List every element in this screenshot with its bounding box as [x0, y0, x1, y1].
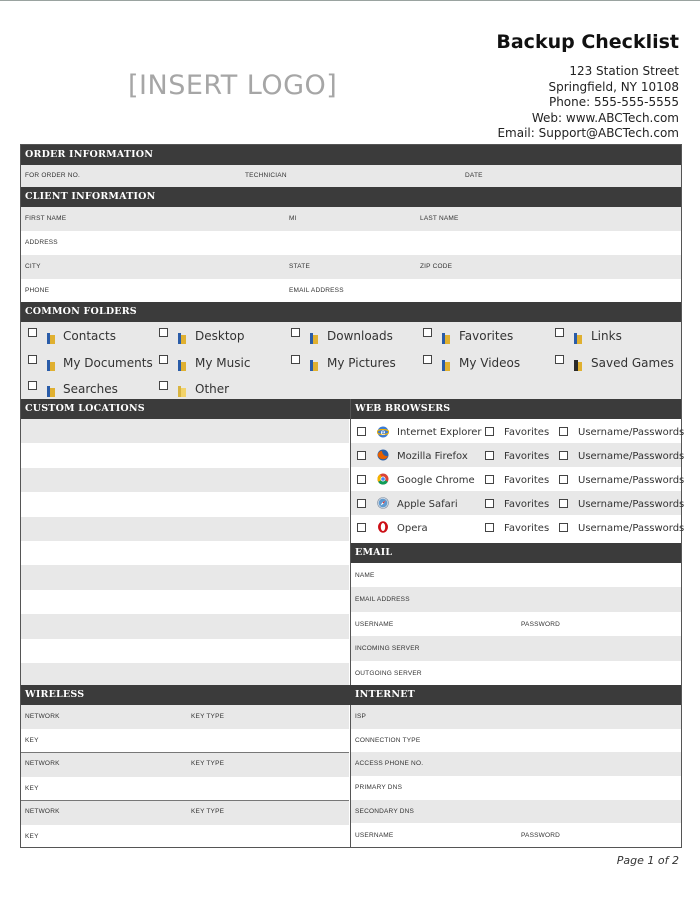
network-field[interactable]: NETWORK	[25, 760, 60, 767]
address-line: Email: Support@ABCTech.com	[497, 126, 679, 140]
folders-grid	[21, 322, 681, 399]
opera-checkbox[interactable]	[357, 523, 366, 532]
section-custom-locations: CUSTOM LOCATIONS	[21, 399, 351, 419]
custom-location-row[interactable]	[21, 517, 349, 541]
ie-favorites-checkbox[interactable]	[485, 427, 494, 436]
favorites-label: Favorites	[504, 427, 550, 438]
custom-location-row[interactable]	[21, 492, 349, 516]
secondary-dns-field[interactable]: SECONDARY DNS	[355, 807, 415, 815]
userpass-label: Username/Passwords	[578, 499, 685, 510]
folder-label: My Documents	[63, 356, 153, 370]
other-checkbox[interactable]	[159, 381, 168, 390]
internet-explorer-checkbox[interactable]	[357, 427, 366, 436]
userpass-label: Username/Passwords	[578, 475, 685, 486]
technician-field[interactable]: TECHNICIAN	[245, 172, 287, 179]
browser-label: Apple Safari	[397, 499, 458, 510]
browser-row	[351, 467, 685, 491]
key-field[interactable]: KEY	[25, 832, 39, 840]
folder-label: Favorites	[459, 329, 514, 343]
internet-row	[351, 824, 681, 848]
address-line: Web: www.ABCTech.com	[531, 110, 679, 125]
links-checkbox[interactable]	[555, 328, 564, 337]
key-type-field[interactable]: KEY TYPE	[191, 713, 225, 720]
desktop-checkbox[interactable]	[159, 328, 168, 337]
chrome-userpass-checkbox[interactable]	[559, 475, 568, 484]
browser-row	[351, 515, 685, 539]
browser-label: Opera	[397, 523, 428, 534]
favorites-label: Favorites	[504, 523, 550, 534]
browser-label: Internet Explorer	[397, 427, 482, 438]
opera-favorites-checkbox[interactable]	[485, 523, 494, 532]
safari-checkbox[interactable]	[357, 499, 366, 508]
email-row	[351, 636, 681, 660]
folder-label: Downloads	[327, 329, 393, 343]
section-common-folders: COMMON FOLDERS	[21, 302, 681, 322]
firefox-favorites-checkbox[interactable]	[485, 451, 494, 460]
firefox-userpass-checkbox[interactable]	[559, 451, 568, 460]
wireless-row	[21, 753, 349, 777]
ie-userpass-checkbox[interactable]	[559, 427, 568, 436]
folder-icon	[47, 385, 56, 397]
browser-row	[351, 491, 685, 515]
email-row	[351, 661, 681, 685]
firefox-checkbox[interactable]	[357, 451, 366, 460]
folder-label: My Pictures	[327, 356, 396, 370]
my-documents-checkbox[interactable]	[28, 355, 37, 364]
chrome-favorites-checkbox[interactable]	[485, 475, 494, 484]
email-row	[351, 612, 681, 636]
internet-password-field[interactable]: PASSWORD	[521, 831, 561, 839]
folder-label: Desktop	[195, 329, 245, 343]
top-rule	[0, 0, 700, 1]
network-field[interactable]: NETWORK	[25, 713, 60, 720]
phone-field[interactable]: PHONE	[25, 287, 50, 294]
folder-icon	[47, 332, 56, 344]
folder-label: Other	[195, 382, 230, 396]
userpass-label: Username/Passwords	[578, 523, 685, 534]
custom-location-row[interactable]	[21, 614, 349, 638]
firefox-icon	[377, 449, 389, 461]
chrome-icon	[377, 473, 389, 485]
email-row	[351, 587, 681, 611]
folder-icon	[47, 359, 56, 371]
favorites-label: Favorites	[504, 475, 550, 486]
folder-icon	[178, 359, 187, 371]
internet-row	[351, 729, 681, 753]
safari-favorites-checkbox[interactable]	[485, 499, 494, 508]
safari-icon	[377, 497, 389, 509]
safari-userpass-checkbox[interactable]	[559, 499, 568, 508]
address-field[interactable]: ADDRESS	[25, 239, 58, 246]
internet-row	[351, 800, 681, 824]
section-client-information: CLIENT INFORMATION	[21, 187, 681, 207]
my-pictures-checkbox[interactable]	[291, 355, 300, 364]
userpass-label: Username/Passwords	[578, 451, 685, 462]
wireless-row	[21, 825, 349, 848]
favorites-label: Favorites	[504, 451, 550, 462]
folder-icon	[574, 359, 583, 371]
checklist-form	[20, 144, 685, 848]
key-type-field[interactable]: KEY TYPE	[191, 760, 225, 767]
order-row	[21, 165, 681, 187]
email-row	[351, 563, 681, 587]
folder-icon	[442, 332, 451, 344]
email-name-field[interactable]: NAME	[355, 572, 375, 579]
custom-location-row[interactable]	[21, 590, 349, 614]
my-music-checkbox[interactable]	[159, 355, 168, 364]
custom-location-row[interactable]	[21, 541, 349, 565]
section-web-browsers: WEB BROWSERS	[351, 399, 681, 419]
city-field[interactable]: CITY	[25, 263, 41, 270]
downloads-checkbox[interactable]	[291, 328, 300, 337]
address-line: 123 Station Street	[569, 64, 679, 78]
client-row	[21, 255, 681, 279]
date-field[interactable]: DATE	[465, 172, 483, 179]
address-line: Phone: 555-555-5555	[548, 95, 679, 109]
folder-label: Contacts	[63, 329, 116, 343]
folder-label: My Music	[195, 356, 251, 370]
wireless-row	[21, 777, 349, 801]
internet-row	[351, 776, 681, 800]
chrome-checkbox[interactable]	[357, 475, 366, 484]
last-name-field[interactable]: LAST NAME	[420, 215, 459, 222]
browser-row	[351, 419, 685, 443]
browser-label: Google Chrome	[397, 475, 475, 486]
client-row	[21, 207, 681, 231]
section-internet: INTERNET	[351, 685, 681, 705]
folder-label: My Videos	[459, 356, 521, 370]
saved-games-checkbox[interactable]	[555, 355, 564, 364]
section-wireless: WIRELESS	[21, 685, 351, 705]
mi-field[interactable]: MI	[289, 215, 297, 222]
custom-location-row[interactable]	[21, 468, 349, 492]
isp-field[interactable]: ISP	[355, 713, 367, 720]
opera-icon	[377, 521, 389, 533]
document-title: Backup Checklist	[496, 31, 679, 53]
key-field[interactable]: KEY	[25, 784, 39, 792]
address-line: Springfield, NY 10108	[548, 79, 679, 94]
company-address	[497, 64, 679, 142]
favorites-checkbox[interactable]	[423, 328, 432, 337]
connection-type-field[interactable]: CONNECTION TYPE	[355, 736, 421, 744]
email-address-field[interactable]: EMAIL ADDRESS	[289, 287, 344, 294]
custom-location-row[interactable]	[21, 419, 349, 443]
folder-icon	[178, 385, 187, 397]
wireless-row	[21, 705, 349, 729]
wireless-row	[21, 801, 349, 825]
client-row	[21, 231, 681, 255]
custom-location-row[interactable]	[21, 663, 349, 685]
first-name-field[interactable]: FIRST NAME	[25, 215, 67, 222]
folder-icon	[574, 332, 583, 344]
section-email: EMAIL	[351, 543, 681, 563]
internet-row	[351, 752, 681, 776]
incoming-server-field[interactable]: INCOMING SERVER	[355, 645, 420, 653]
section-order-information: ORDER INFORMATION	[21, 145, 681, 165]
custom-location-row[interactable]	[21, 565, 349, 589]
folder-label: Searches	[63, 382, 118, 396]
searches-checkbox[interactable]	[28, 381, 37, 390]
contacts-checkbox[interactable]	[28, 328, 37, 337]
client-row	[21, 279, 681, 303]
my-videos-checkbox[interactable]	[423, 355, 432, 364]
wireless-row	[21, 729, 349, 753]
folder-icon	[310, 359, 319, 371]
folder-icon	[442, 359, 451, 371]
email-username-field[interactable]: USERNAME	[355, 620, 394, 628]
custom-location-row[interactable]	[21, 443, 349, 467]
browser-label: Mozilla Firefox	[397, 451, 468, 462]
folder-label: Saved Games	[591, 356, 674, 370]
email-password-field[interactable]: PASSWORD	[521, 620, 561, 628]
favorites-label: Favorites	[504, 499, 550, 510]
key-field[interactable]: KEY	[25, 736, 39, 744]
key-type-field[interactable]: KEY TYPE	[191, 808, 225, 815]
email-address-field[interactable]: EMAIL ADDRESS	[355, 596, 410, 604]
userpass-label: Username/Passwords	[578, 427, 685, 438]
folder-icon	[310, 332, 319, 344]
outgoing-server-field[interactable]: OUTGOING SERVER	[355, 669, 422, 677]
internet-explorer-icon	[377, 426, 389, 438]
internet-username-field[interactable]: USERNAME	[355, 831, 394, 839]
folder-label: Links	[591, 329, 622, 343]
network-field[interactable]: NETWORK	[25, 808, 60, 815]
logo-placeholder: [INSERT LOGO]	[128, 70, 338, 101]
state-field[interactable]: STATE	[289, 263, 310, 270]
internet-row	[351, 705, 681, 729]
primary-dns-field[interactable]: PRIMARY DNS	[355, 784, 403, 792]
browser-row	[351, 443, 685, 467]
opera-userpass-checkbox[interactable]	[559, 523, 568, 532]
folder-icon	[178, 332, 187, 344]
for-order-no-field[interactable]: FOR ORDER NO.	[25, 172, 80, 179]
access-phone-field[interactable]: ACCESS PHONE NO.	[355, 760, 424, 768]
page-number: Page 1 of 2	[616, 854, 679, 867]
svg-text:e: e	[380, 428, 386, 437]
custom-location-row[interactable]	[21, 639, 349, 663]
zip-code-field[interactable]: ZIP CODE	[420, 263, 453, 270]
